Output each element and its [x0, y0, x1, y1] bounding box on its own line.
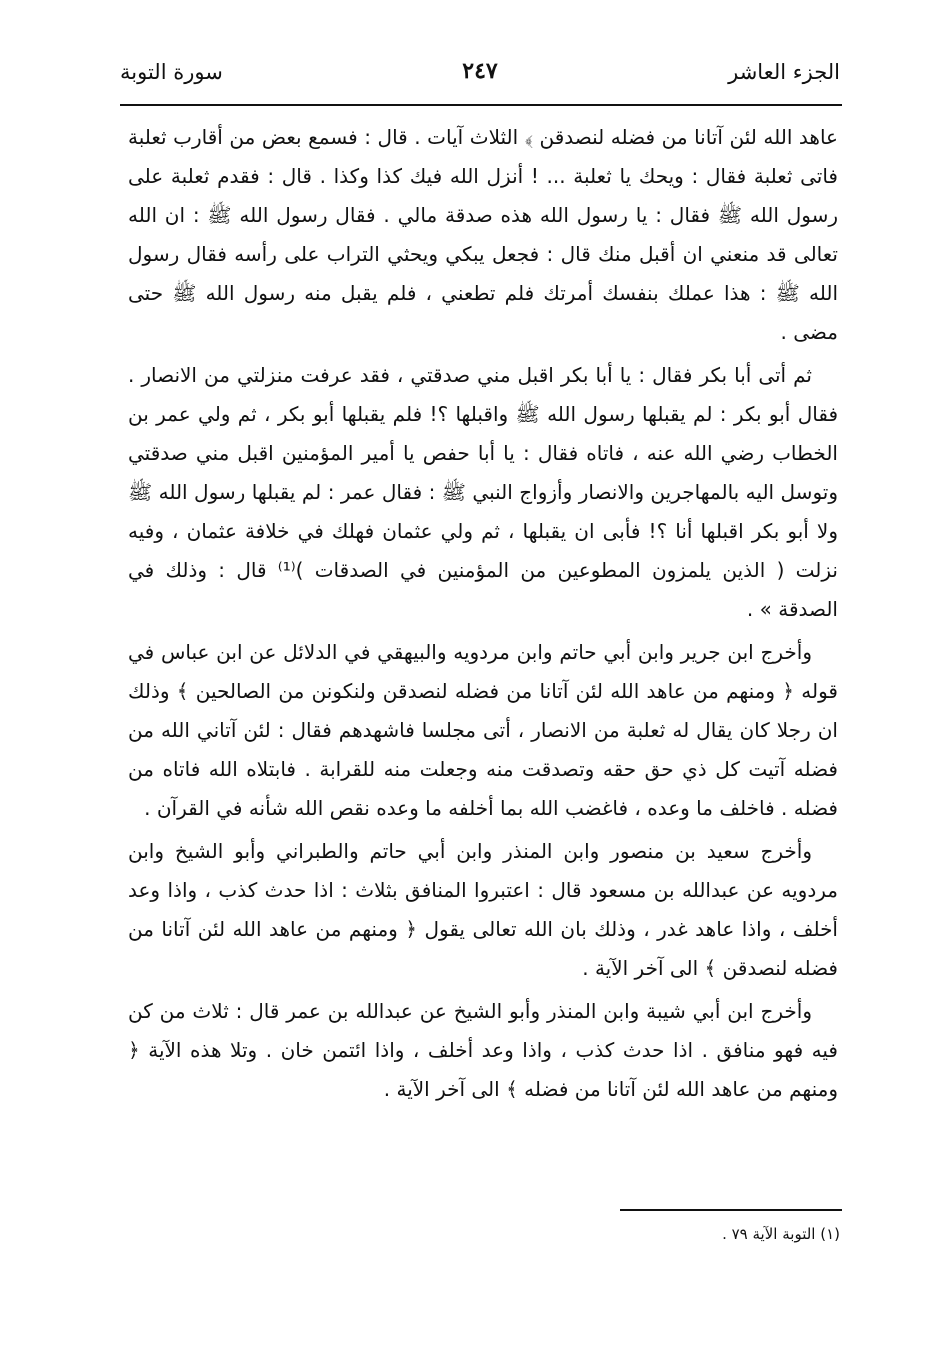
footnote-divider — [620, 1209, 842, 1211]
footnote: (١) التوبة الآية ٧٩ . — [722, 1225, 840, 1243]
page-number: ٢٤٧ — [462, 58, 498, 84]
paragraph-5: وأخرج ابن أبي شيبة وابن المنذر وأبو الشيخ عن عبدالله بن عمر قال : ثلاث من كن فيه فهو منافق . اذا حدث كذب ، واذا وعد أخلف ، واذا ائتمن خان . وتلا هذه الآية ﴿ ومنهم من عاهد الله لئن آتانا من فضله ﴾ الى آخر الآية . — [128, 999, 838, 1101]
main-text — [128, 118, 838, 1113]
paragraph-4: وأخرج سعيد بن منصور وابن المنذر وابن أبي حاتم والطبراني وأبو الشيخ وابن مردويه عن عبدالله بن مسعود قال : اعتبروا المنافق بثلاث : اذا حدث كذب ، واذا وعد أخلف ، واذا عاهد غدر ، وذلك بان الله تعالى يقول ﴿ ومنهم من عاهد الله لئن آتانا من فضله لنصدقن ﴾ الى آخر الآية . — [128, 839, 838, 980]
paragraph-3: وأخرج ابن جرير وابن أبي حاتم وابن مردويه والبيهقي في الدلائل عن ابن عباس في قوله ﴿ ومنهم من عاهد الله لئن آتانا من فضله لنصدقن ولنكونن من الصالحين ﴾ وذلك ان رجلا كان يقال له ثعلبة من الانصار ، أتى مجلسا فاشهدهم فقال : لئن آتاني الله من فضله آتيت كل ذي حق حقه وتصدقت منه وجعلت منه للقرابة . فابتلاه الله فاتاه من فضله . فاخلف ما وعده ، فاغضب الله بما أخلفه ما وعده نقص الله شأنه في القرآن . — [128, 640, 838, 820]
paragraph-2: ثم أتى أبا بكر فقال : يا أبا بكر اقبل مني صدقتي ، فقد عرفت منزلتي من الانصار . فقال أبو بكر : لم يقبلها رسول الله ﷺ واقبلها ؟! فلم يقبلها أبو بكر ، ثم ولي عمر بن الخطاب رضي الله عنه ، فاتاه فقال : يا أبا حفص يا أمير المؤمنين اقبل مني صدقتي وتوسل اليه بالمهاجرين والانصار وأزواج النبي ﷺ : فقال عمر : لم يقبلها رسول الله ﷺ ولا أبو بكر اقبلها أنا ؟! فأبى ان يقبلها ، ثم ولي عثمان فهلك في خلافة عثمان ، وفيه نزلت ( الذين يلمزون المطوعين من المؤمنين في الصدقات )⁽¹⁾ قال : وذلك في الصدقة » . — [128, 363, 838, 621]
page-header — [120, 52, 840, 92]
part-title: الجزء العاشر — [728, 60, 840, 84]
surah-title: سورة التوبة — [120, 60, 223, 84]
header-divider — [120, 104, 842, 106]
paragraph-1: عاهد الله لئن آتانا من فضله لنصدقن ﴾ الثلاث آيات . قال : فسمع بعض من أقارب ثعلبة فاتى ثعلبة فقال : ويحك يا ثعلبة ... ! أنزل الله فيك كذا وكذا . قال : فقدم ثعلبة على رسول الله ﷺ فقال : يا رسول الله هذه صدقة مالي . فقال رسول الله ﷺ : ان الله تعالى قد منعني ان أقبل منك قال : فجعل يبكي ويحثي التراب على رأسه فقال رسول الله ﷺ : هذا عملك بنفسك أمرتك فلم تطعني ، فلم يقبل منه رسول الله ﷺ حتى مضى . — [128, 125, 838, 344]
